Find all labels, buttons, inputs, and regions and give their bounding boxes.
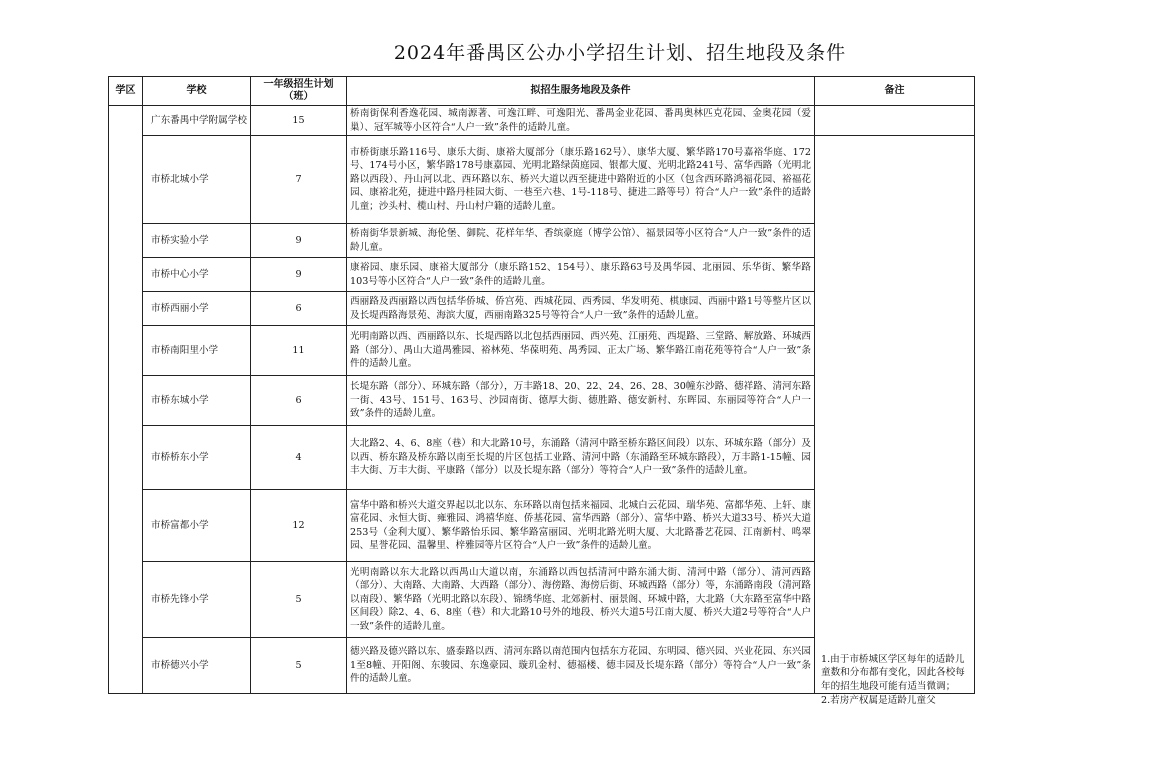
school-name: 广东番禺中学附属学校 xyxy=(143,106,251,136)
enrollment-table xyxy=(108,76,975,706)
school-name: 市桥西丽小学 xyxy=(143,292,251,326)
table-row xyxy=(109,106,975,136)
plan-count: 4 xyxy=(251,426,347,490)
plan-count: 9 xyxy=(251,224,347,258)
plan-count: 7 xyxy=(251,136,347,224)
plan-count: 9 xyxy=(251,258,347,292)
plan-count: 6 xyxy=(251,376,347,426)
header-plan: 一年级招生计划（班） xyxy=(251,77,347,106)
plan-count: 11 xyxy=(251,326,347,376)
school-name: 市桥德兴小学 xyxy=(143,638,251,694)
plan-count: 12 xyxy=(251,490,347,562)
note-cell-first xyxy=(815,106,975,136)
table-row xyxy=(109,136,975,224)
plan-count: 6 xyxy=(251,292,347,326)
service-area: 光明南路以西、西丽路以东、长堤西路以北包括西丽园、西兴苑、江丽苑、西堤路、三堂路、解放路、环城西路（部分）、禺山大道禺雅园、裕林苑、华葆明苑、禺秀园、正太广场、繁华路江南花苑等符合“人户一致”条件的适龄儿童。 xyxy=(347,326,815,376)
service-area: 桥南街保利香逸花园、城南源著、可逸江畔、可逸阳光、番禺金业花园、番禺奥林匹克花园、金奥花园（爱巢）、冠军城等小区符合“人户一致”条件的适龄儿童。 xyxy=(347,106,815,136)
service-area: 富华中路和桥兴大道交界起以北以东、东环路以南包括来福园、北城白云花园、瑞华苑、富都华苑、上轩、康富花园、永恒大街、雍雅园、鸿禧华庭、侨基花园、富华西路（部分）、富华中路、桥兴大道33号、桥兴大道253号（金利大厦）、繁华路怡乐园、繁华路富丽园、光明北路光明大厦、大北路番艺花园、江南新村、鸣翠园、星誉花园、温馨里、梓雅园等片区符合“人户一致”条件的适龄儿童。 xyxy=(347,490,815,562)
district-cell xyxy=(109,106,143,694)
service-area: 大北路2、4、6、8座（巷）和大北路10号，东涌路（清河中路至桥东路区间段）以东、环城东路（部分）及以西、桥东路及桥东路以南至长堤的片区包括工业路、清河中路（东涌路至环城东路段），万丰路1-15幢、园丰大街、万丰大街、平康路（部分）以及长堤东路（部分）等符合“人户一致”条件的适龄儿童。 xyxy=(347,426,815,490)
plan-count: 15 xyxy=(251,106,347,136)
school-name: 市桥中心小学 xyxy=(143,258,251,292)
service-area: 康裕园、康乐园、康裕大厦部分（康乐路152、154号）、康乐路63号及禺华园、北丽园、乐华街、繁华路103号等小区符合“人户一致”条件的适龄儿童。 xyxy=(347,258,815,292)
header-note: 备注 xyxy=(815,77,975,106)
service-area: 德兴路及德兴路以东、盛泰路以西、清河东路以南范围内包括东方花园、东明园、德兴园、兴业花园、东兴园1至8幢、开阳阁、东骏园、东逸豪园、璇玑金村、德福楼、德丰园及长堤东路（部分）等符合“人户一致”条件的适龄儿童。 xyxy=(347,638,815,694)
school-name: 市桥东城小学 xyxy=(143,376,251,426)
enrollment-table-wrapper xyxy=(108,76,974,716)
note-line-1: 1.由于市桥城区学区每年的适龄儿童数和分布都有变化，因此各校每年的招生地段可能有适当微调； xyxy=(821,653,965,692)
header-school: 学校 xyxy=(143,77,251,106)
page-title: 2024年番禺区公办小学招生计划、招生地段及条件 xyxy=(393,42,847,64)
plan-count: 5 xyxy=(251,562,347,638)
service-area: 西丽路及西丽路以西包括华侨城、侨宫苑、西城花园、西秀园、华发明苑、棋康园、西丽中路1号等整片区以及长堤西路海景苑、海滨大厦，西丽南路325号等符合“人户一致”条件的适龄儿童。 xyxy=(347,292,815,326)
plan-count: 5 xyxy=(251,638,347,694)
school-name: 市桥实验小学 xyxy=(143,224,251,258)
school-name: 市桥桥东小学 xyxy=(143,426,251,490)
header-area: 拟招生服务地段及条件 xyxy=(347,77,815,106)
school-name: 市桥先锋小学 xyxy=(143,562,251,638)
service-area: 市桥街康乐路116号、康乐大街、康裕大厦部分（康乐路162号）、康华大厦、繁华路170号嘉裕华庭、172号、174号小区，繁华路178号康嘉园、光明北路绿茵庭园、银都大厦、光明北路241号、富华西路（光明北路以西段）、丹山河以北、西环路以东、桥兴大道以西至捷进中路附近的小区（包含西环路鸿福花园、裕福花园、康裕北苑，捷进中路丹桂园大街、一巷至六巷、1号-118号、捷进二路等号）符合“人户一致”条件的适龄儿童；沙头村、榄山村、丹山村户籍的适龄儿童。 xyxy=(347,136,815,224)
table-header-row xyxy=(109,77,975,106)
header-district: 学区 xyxy=(109,77,143,106)
school-name: 市桥北城小学 xyxy=(143,136,251,224)
school-name: 市桥南阳里小学 xyxy=(143,326,251,376)
service-area: 桥南街华景新城、海伦堡、御院、花样年华、香缤豪庭（博学公馆）、福景园等小区符合“人户一致”条件的适龄儿童。 xyxy=(347,224,815,258)
note-cell xyxy=(815,136,975,706)
note-line-2: 2.若房产权属是适龄儿童父 xyxy=(821,694,936,706)
school-name: 市桥富都小学 xyxy=(143,490,251,562)
service-area: 光明南路以东大北路以西禺山大道以南，东涌路以西包括清河中路东涌大街、清河中路（部分）、清河西路（部分）、大南路、大南路、大西路（部分）、海傍路、海傍后街、环城西路（部分）等，东涌路南段（清河路以南段）、繁华路（光明北路以东段）、锦绣华庭、北郊新村、丽景阁、环城中路，大北路（大东路至富华中路区间段）除2、4、6、8座（巷）和大北路10号外的地段、桥兴大道5号江南大厦、桥兴大道2号等符合“人户一致”条件的适龄儿童。 xyxy=(347,562,815,638)
service-area: 长堤东路（部分）、环城东路（部分），万丰路18、20、22、24、26、28、30幢东沙路、德祥路、清河东路一街、43号、151号、163号、沙园南街、德厚大街、德胜路、德安新村、东晖园、东丽园等符合“人户一致”条件的适龄儿童。 xyxy=(347,376,815,426)
